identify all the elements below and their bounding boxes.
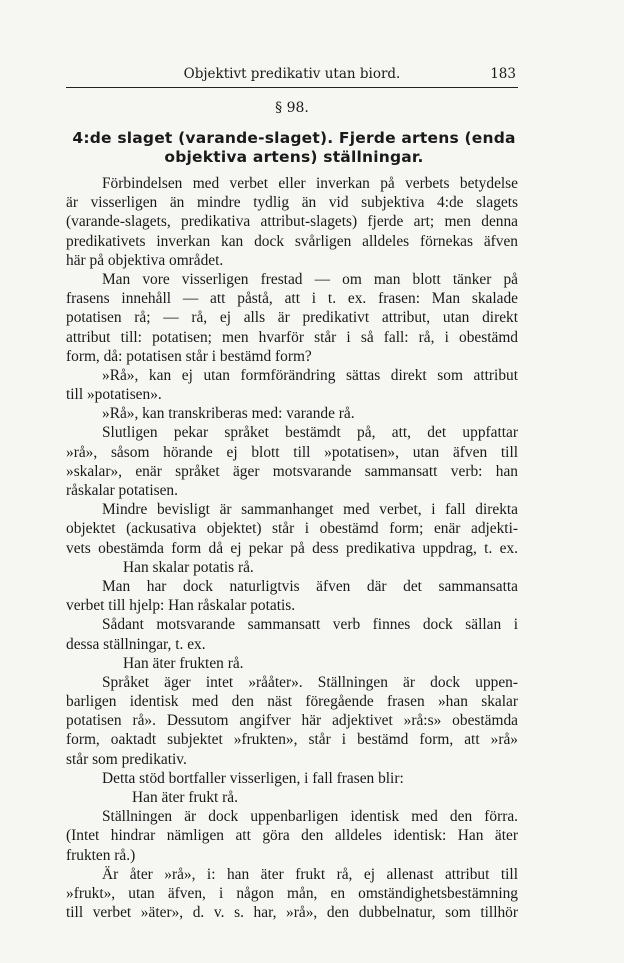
text-line: form, då: potatisen står i bestämd form? [66,347,312,365]
text-line: dessa ställningar, t. ex. [66,635,206,653]
example-line: Han äter frukten rå. [123,654,244,672]
text-line: Slutligen pekar språket bestämdt på, att, det uppfattar [102,424,518,442]
text-line: är visserligen än mindre tydlig än vid subjektiva 4:de slagets [66,194,518,212]
text-line: »rå», såsom hörande ej blott till »potatisen», utan äfven till [66,443,518,461]
text-line: »frukt», utan äfven, i någon mån, en omständighetsbestämning [66,884,518,902]
text-line: potatisen rå». Dessutom angifver här adjektivet »rå:s» obestämda [66,712,518,730]
text-line: Detta stöd bortfaller visserligen, i fall frasen blir: [102,769,404,787]
text-line: Ställningen är dock uppenbarligen identisk med den förra. [102,808,518,826]
example-line: Han äter frukt rå. [132,789,238,806]
text-line: form, oaktadt subjektet »frukten», står i bestämd form, att »rå» [66,731,518,749]
text-line: Man har dock naturligtvis äfven där det sammansatta [102,577,518,595]
text-line: till verbet »äter», d. v. s. har, »rå», den dubbelnatur, som tillhör [66,904,518,922]
text-line: Sådant motsvarande sammansatt verb finnes dock sällan i [102,616,518,634]
text-line: (varande-slagets, predikativa attribut-slagets) fjerde art; men denna [66,213,518,231]
text-line: Är åter »rå», i: han äter frukt rå, ej allenast attribut till [102,865,518,883]
body-text [66,174,518,922]
heading-line: objektiva artens) ställningar. [164,148,424,166]
text-line: potatisen rå; — rå, ej alls är predikativt attribut, utan direkt [66,309,518,327]
text-line: frasens innehåll — att påstå, att i t. ex. frasen: Man skalade [66,290,518,308]
text-line: verbet till hjelp: Han råskalar potatis. [66,597,296,615]
running-head-title: Objektivt predikativ utan biord. [183,66,401,82]
text-line: Man vore visserligen frestad — om man blott tänker på [102,270,518,288]
text-line: står som predikativ. [66,750,187,768]
text-line: predikativets inverkan kan dock svårligen alldeles förnekas äfven [66,232,518,250]
section-heading [70,129,518,167]
text-line: här på objektiva området. [66,251,224,269]
text-line: Förbindelsen med verbet eller inverkan på verbets betydelse [102,175,518,192]
example-line: Han skalar potatis rå. [123,558,254,576]
text-line: Mindre bevisligt är sammanhanget med verbet, i fall direkta [102,501,518,519]
running-head [66,66,518,84]
section-number: § 98. [275,100,309,116]
text-line: »skalar», enär språket äger motsvarande sammansatt verb: han [66,462,518,480]
text-line: till »potatisen». [66,386,162,404]
text-line: objektet (ackusativa objektet) står i obestämd form; enär adjekti- [66,520,518,538]
heading-line: 4:de slaget (varande-slaget). Fjerde artens (enda [72,129,516,147]
header-rule [66,87,518,88]
text-line: (Intet hindrar nämligen att göra den alldeles identisk: Han äter [66,827,518,845]
text-line: råskalar potatisen. [66,482,178,499]
text-line: »Rå», kan transkriberas med: varande rå. [102,405,355,423]
text-line: Språket äger intet »rååter». Ställningen är dock uppen- [102,673,518,691]
text-line: attribut till: potatisen; men hvarför står i så fall: rå, i obestämd [66,328,518,346]
text-line: »Rå», kan ej utan formförändring sättas direkt som attribut [102,366,518,384]
text-line: barligen identisk med den näst föregående frasen »han skalar [66,693,518,711]
text-line: vets obestämda form då ej pekar på dess predikativa uppdrag, t. ex. [66,539,518,557]
page-number: 183 [490,66,516,82]
text-line: frukten rå.) [66,846,136,864]
